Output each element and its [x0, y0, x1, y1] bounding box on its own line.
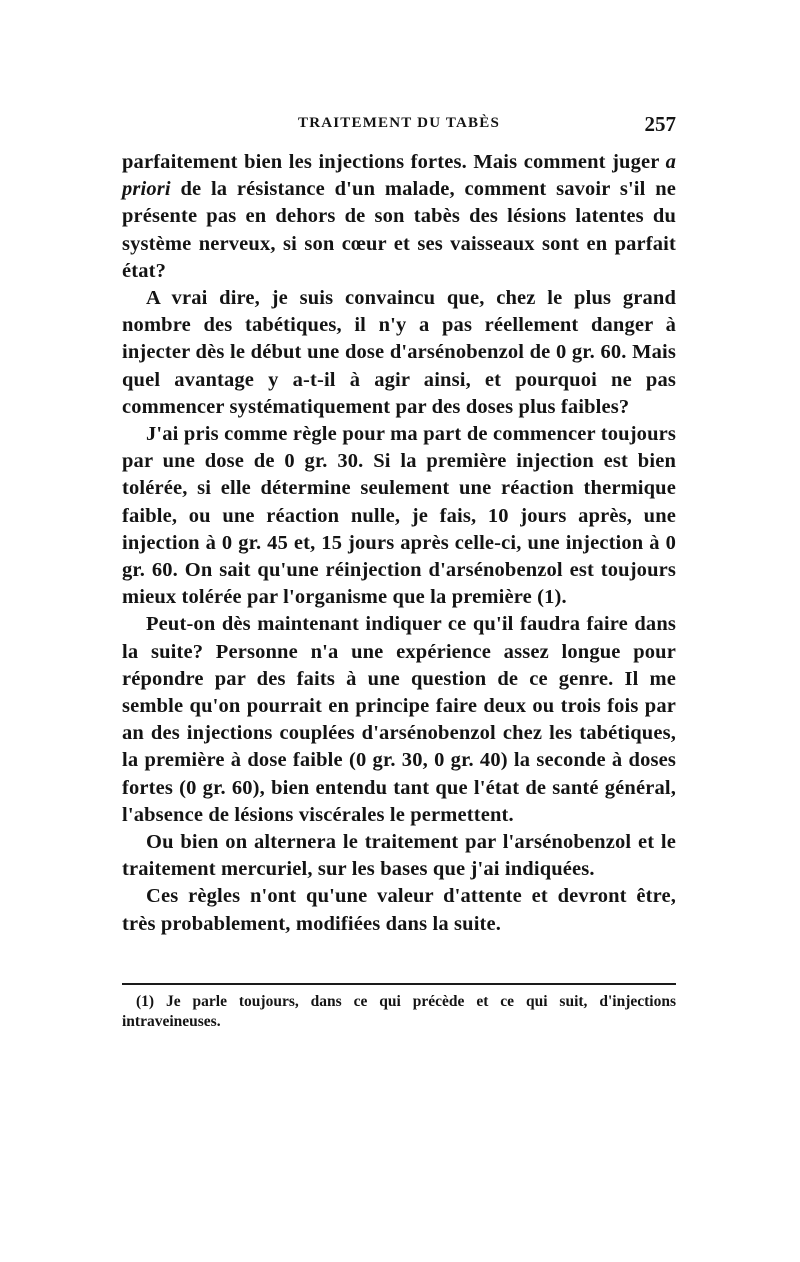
paragraph-4: Peut-on dès maintenant indiquer ce qu'il faudra faire dans la suite? Personne n'a une expérience assez longue pour répondre par des faits à une question de ce genre. Il me semble qu'on pourrait en principe faire deux ou trois fois par an des injections couplées d'arsénobenzol chez les tabétiques, la première à dose faible (0 gr. 30, 0 gr. 40) la seconde à doses fortes (0 gr. 60), bien entendu tant que l'état de santé général, l'absence de lésions viscérales le permettent.	[122, 613, 676, 826]
body-text	[122, 149, 676, 938]
italic-a-priori: a priori	[122, 151, 677, 201]
paragraph-3: J'ai pris comme règle pour ma part de commencer toujours par une dose de 0 gr. 30. Si la première injection est bien tolérée, si elle détermine seulement une réaction thermique faible, ou une réaction nulle, je fais, 10 jours après, une injection à 0 gr. 45 et, 15 jours après celle-ci, une injection à 0 gr. 60. On sait qu'une réinjection d'arsénobenzol est toujours mieux tolérée par l'organisme que la première (1).	[122, 423, 676, 609]
running-title: TRAITEMENT DU TABÈS	[297, 115, 501, 131]
footnote-rule	[122, 983, 676, 985]
running-head	[122, 112, 676, 139]
paragraph-6: Ces règles n'ont qu'une valeur d'attente et devront être, très probablement, modifiées dans la suite.	[122, 885, 676, 935]
paragraph-5: Ou bien on alternera le traitement par l'arsénobenzol et le traitement mercuriel, sur les bases que j'ai indiquées.	[122, 831, 676, 881]
footnote: (1) Je parle toujours, dans ce qui précède et ce qui suit, d'injections intraveineuses.	[122, 993, 676, 1030]
page-number: 257	[644, 112, 676, 136]
paragraph-1-rest: de la résistance d'un malade, comment savoir s'il ne présente pas en dehors de son tabès des lésions latentes du système nerveux, si son cœur et ses vaisseaux sont en parfait état?	[122, 178, 676, 282]
paragraph-1-start: parfaitement bien les injections fortes. Mais comment juger	[122, 151, 660, 173]
paragraph-continued	[122, 149, 676, 285]
paragraph-2: A vrai dire, je suis convaincu que, chez le plus grand nombre des tabétiques, il n'y a pas réellement danger à injecter dès le début une dose d'arsénobenzol de 0 gr. 60. Mais quel avantage y a-t-il à agir ainsi, et pourquoi ne pas commencer systématiquement par des doses plus faibles?	[122, 287, 676, 418]
